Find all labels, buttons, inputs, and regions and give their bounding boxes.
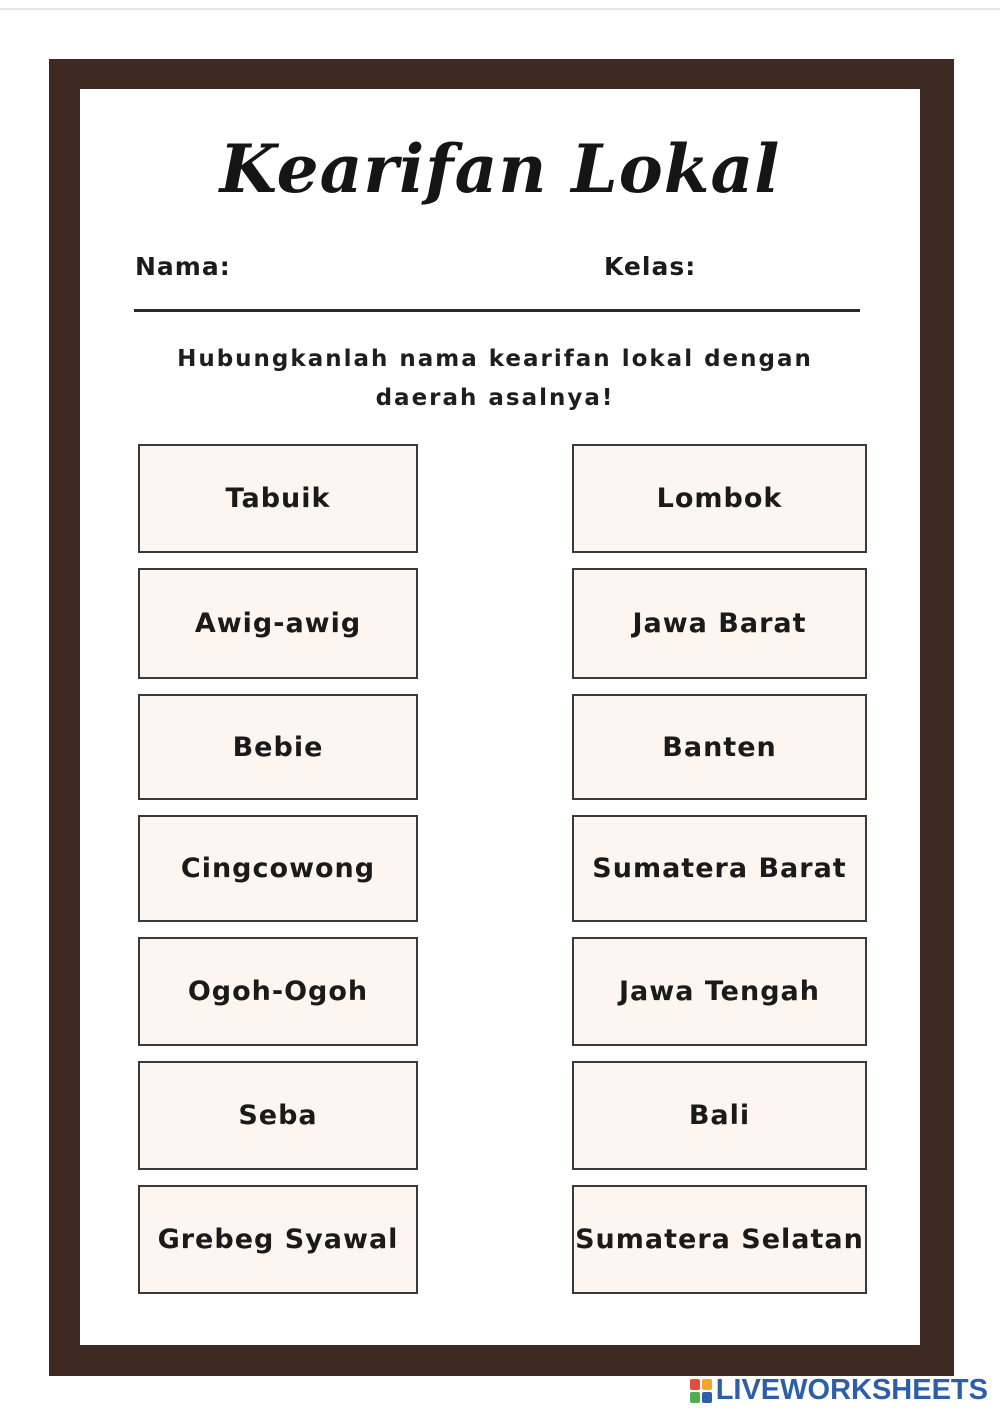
match-item-label: Banten: [662, 731, 777, 763]
match-item-label: Jawa Barat: [632, 608, 807, 639]
match-item-label: Tabuik: [225, 483, 331, 514]
class-label: Kelas:: [604, 252, 697, 281]
match-item-left[interactable]: [138, 815, 418, 922]
logo-square: [702, 1379, 712, 1390]
match-item-label: Awig-awig: [194, 608, 362, 639]
match-item-label: Cingcowong: [180, 853, 376, 884]
match-item-right[interactable]: [572, 1061, 867, 1170]
match-item-left[interactable]: [138, 568, 418, 679]
match-item-left[interactable]: [138, 444, 418, 553]
left-column: [138, 444, 418, 1294]
match-item-label: Seba: [238, 1100, 318, 1131]
match-item-right[interactable]: [572, 444, 867, 553]
logo-square: [690, 1379, 700, 1390]
liveworksheets-logo-icon: [690, 1379, 712, 1403]
match-item-label: Sumatera Barat: [592, 853, 847, 884]
top-divider: [0, 8, 1000, 10]
instruction-text: Hubungkanlah nama kearifan lokal dengan daerah asalnya!: [177, 346, 813, 411]
match-item-left[interactable]: [138, 694, 418, 800]
worksheet-title: Kearifan Lokal: [219, 130, 781, 208]
name-label: Nama:: [135, 252, 231, 281]
match-item-right[interactable]: [572, 937, 867, 1046]
match-item-right[interactable]: [572, 568, 867, 679]
match-item-right[interactable]: [572, 1185, 867, 1294]
match-item-label: Bebie: [232, 731, 324, 763]
match-item-left[interactable]: [138, 937, 418, 1046]
watermark-text: LIVEWORKSHEETS: [715, 1374, 988, 1406]
match-item-label: Grebeg Syawal: [157, 1224, 399, 1255]
logo-square: [690, 1392, 700, 1403]
match-item-label: Jawa Tengah: [619, 976, 820, 1007]
match-item-label: Bali: [688, 1100, 751, 1131]
match-item-right[interactable]: [572, 694, 867, 800]
name-class-underline: [134, 309, 860, 312]
match-item-right[interactable]: [572, 815, 867, 922]
match-item-left[interactable]: [138, 1061, 418, 1170]
match-item-label: Sumatera Selatan: [575, 1224, 864, 1255]
match-item-label: Lombok: [656, 483, 783, 514]
liveworksheets-watermark: [690, 1374, 988, 1407]
right-column: [572, 444, 867, 1294]
match-item-label: Ogoh-Ogoh: [187, 976, 369, 1007]
logo-square: [702, 1392, 712, 1403]
match-item-left[interactable]: [138, 1185, 418, 1294]
